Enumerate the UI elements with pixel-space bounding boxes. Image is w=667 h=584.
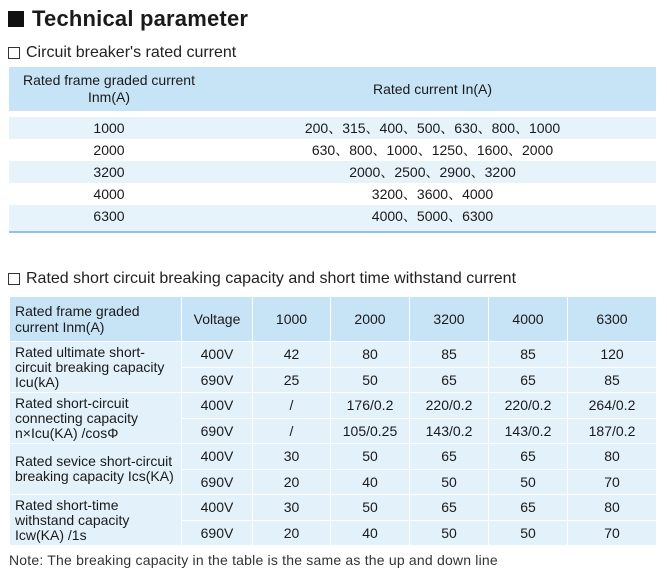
page-title-text: Technical parameter <box>32 6 249 31</box>
value-cell: 187/0.2 <box>568 418 657 444</box>
value-cell: 50 <box>489 469 568 495</box>
value-cell: 85 <box>568 367 657 393</box>
value-cell: 65 <box>410 444 489 470</box>
value-cell: 50 <box>331 444 410 470</box>
table-row <box>9 205 656 227</box>
voltage-cell: 400V <box>182 444 253 470</box>
value-cell: 20 <box>253 469 331 495</box>
voltage-cell: 690V <box>182 520 253 546</box>
header-rated-current: Rated current In(A) <box>209 67 656 111</box>
value-cell: 70 <box>568 469 657 495</box>
value-cell: 105/0.25 <box>331 418 410 444</box>
value-cell: 65 <box>489 444 568 470</box>
section1-heading-text: Circuit breaker's rated current <box>26 44 237 61</box>
table-row <box>9 183 656 205</box>
current-cell: 4000、5000、6300 <box>209 205 656 227</box>
value-cell: 30 <box>253 444 331 470</box>
header-col-2000: 2000 <box>331 297 410 342</box>
value-cell: 65 <box>410 495 489 521</box>
table-row <box>10 495 657 521</box>
breaking-capacity-table <box>9 296 657 546</box>
frame-cell: 2000 <box>9 139 209 161</box>
frame-cell: 1000 <box>9 117 209 139</box>
value-cell: 40 <box>331 469 410 495</box>
value-cell: 70 <box>568 520 657 546</box>
value-cell: 80 <box>568 444 657 470</box>
voltage-cell: 690V <box>182 418 253 444</box>
table-row <box>9 161 656 183</box>
value-cell: 20 <box>253 520 331 546</box>
frame-cell: 6300 <box>9 205 209 227</box>
current-cell: 2000、2500、2900、3200 <box>209 161 656 183</box>
value-cell: 120 <box>568 342 657 368</box>
value-cell: 30 <box>253 495 331 521</box>
current-cell: 200、315、400、500、630、800、1000 <box>209 117 656 139</box>
section2-heading <box>8 268 516 290</box>
header-voltage: Voltage <box>182 297 253 342</box>
table-row <box>9 117 656 139</box>
page-title <box>8 4 248 34</box>
frame-cell: 4000 <box>9 183 209 205</box>
table-row <box>10 444 657 470</box>
voltage-cell: 400V <box>182 495 253 521</box>
value-cell: 42 <box>253 342 331 368</box>
value-cell: / <box>253 393 331 419</box>
current-cell: 3200、3600、4000 <box>209 183 656 205</box>
current-cell: 630、800、1000、1250、1600、2000 <box>209 139 656 161</box>
value-cell: 264/0.2 <box>568 393 657 419</box>
header-col-3200: 3200 <box>410 297 489 342</box>
table-row <box>10 393 657 419</box>
value-cell: 50 <box>331 367 410 393</box>
section1-heading <box>8 42 236 64</box>
footnote: Note: The breaking capacity in the table is the same as the up and down line <box>9 552 498 568</box>
value-cell: 50 <box>489 520 568 546</box>
value-cell: 50 <box>331 495 410 521</box>
section2-heading-text: Rated short circuit breaking capacity and short time withstand current <box>26 270 517 287</box>
group-label: Rated ultimate short-circuit breaking capacity Icu(kA) <box>10 342 182 393</box>
table-row <box>9 139 656 161</box>
checkbox-square-icon <box>8 47 20 59</box>
value-cell: 80 <box>331 342 410 368</box>
header-col-1000: 1000 <box>253 297 331 342</box>
header-col-4000: 4000 <box>489 297 568 342</box>
voltage-cell: 400V <box>182 393 253 419</box>
header-frame-current: Rated frame graded current Inm(A) <box>10 297 182 342</box>
group-label: Rated sevice short-circuit breaking capacity Ics(KA) <box>10 444 182 495</box>
table-row <box>10 342 657 368</box>
value-cell: 176/0.2 <box>331 393 410 419</box>
black-square-icon <box>8 11 24 27</box>
group-label: Rated short-circuit connecting capacity n×Icu(KA) /cosΦ <box>10 393 182 444</box>
checkbox-square-icon <box>8 273 20 285</box>
value-cell: 65 <box>489 495 568 521</box>
value-cell: 80 <box>568 495 657 521</box>
value-cell: 143/0.2 <box>410 418 489 444</box>
header-frame-current: Rated frame graded current Inm(A) <box>9 67 209 111</box>
value-cell: 50 <box>410 469 489 495</box>
value-cell: 65 <box>489 367 568 393</box>
voltage-cell: 690V <box>182 469 253 495</box>
value-cell: 85 <box>410 342 489 368</box>
table-header-row <box>10 297 657 342</box>
group-label: Rated short-time withstand capacity Icw(KA) /1s <box>10 495 182 546</box>
value-cell: 25 <box>253 367 331 393</box>
voltage-cell: 690V <box>182 367 253 393</box>
value-cell: 40 <box>331 520 410 546</box>
value-cell: 65 <box>410 367 489 393</box>
value-cell: 220/0.2 <box>410 393 489 419</box>
header-col-6300: 6300 <box>568 297 657 342</box>
value-cell: 143/0.2 <box>489 418 568 444</box>
value-cell: / <box>253 418 331 444</box>
value-cell: 50 <box>410 520 489 546</box>
voltage-cell: 400V <box>182 342 253 368</box>
value-cell: 85 <box>489 342 568 368</box>
table-header-row <box>9 67 656 111</box>
value-cell: 220/0.2 <box>489 393 568 419</box>
frame-cell: 3200 <box>9 161 209 183</box>
rated-current-table <box>9 67 656 233</box>
